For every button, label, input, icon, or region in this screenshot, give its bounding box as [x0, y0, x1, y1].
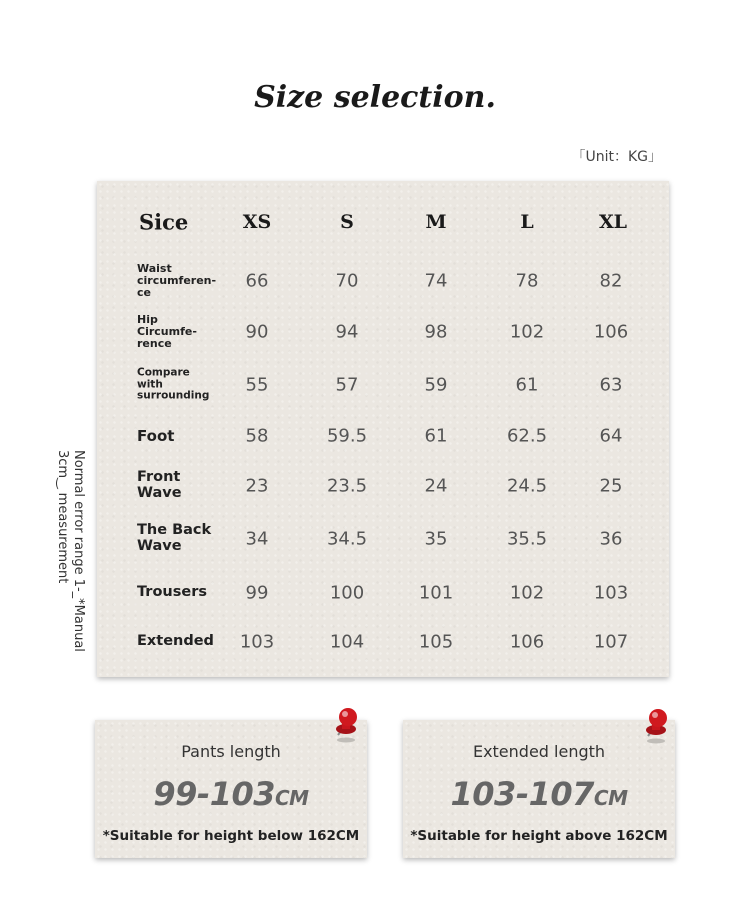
- row-label-surrounding: Compare with surrounding: [137, 366, 210, 402]
- table-cell: 24.5: [506, 475, 548, 497]
- table-cell: 106: [509, 631, 545, 653]
- error-range-note: [54, 450, 86, 652]
- size-header-s: S: [340, 211, 354, 233]
- table-cell: 61: [424, 425, 448, 447]
- table-cell: 94: [335, 321, 359, 343]
- table-cell: 59: [424, 374, 448, 396]
- pants-length-range: [95, 775, 367, 813]
- table-cell: 102: [509, 321, 545, 343]
- table-cell: 103: [593, 582, 629, 604]
- error-range-note-line1: Normal error range 1-_*Manual: [71, 450, 86, 652]
- table-cell: 23: [245, 475, 269, 497]
- table-cell: 63: [599, 374, 623, 396]
- table-cell: 59.5: [326, 425, 368, 447]
- table-cell: 99: [245, 582, 269, 604]
- table-cell: 62.5: [506, 425, 548, 447]
- table-cell: 105: [418, 631, 454, 653]
- extended-length-range: [403, 775, 675, 813]
- extended-length-height-note: *Suitable for height above 162CM: [410, 828, 668, 844]
- extended-length-title: Extended length: [472, 742, 606, 761]
- table-cell: 35.5: [506, 528, 548, 550]
- page-title: Size selection.: [254, 80, 496, 115]
- table-cell: 100: [329, 582, 365, 604]
- table-cell: 58: [245, 425, 269, 447]
- table-cell: 107: [593, 631, 629, 653]
- table-cell: 104: [329, 631, 365, 653]
- table-cell: 103: [239, 631, 275, 653]
- row-label-extended: Extended: [137, 633, 214, 650]
- pants-length-range-value: 99-103: [153, 775, 275, 813]
- table-cell: 34: [245, 528, 269, 550]
- size-header-xs: XS: [242, 211, 272, 233]
- size-column-header: Sice: [139, 209, 189, 235]
- extended-length-card: [403, 720, 675, 858]
- table-cell: 35: [424, 528, 448, 550]
- table-cell: 57: [335, 374, 359, 396]
- row-label-back-wave: The Back Wave: [137, 522, 212, 554]
- size-header-m: M: [425, 211, 447, 233]
- pants-length-height-note: *Suitable for height below 162CM: [102, 828, 360, 844]
- size-header-l: L: [520, 211, 534, 233]
- table-cell: 55: [245, 374, 269, 396]
- table-cell: 24: [424, 475, 448, 497]
- table-cell: 23.5: [326, 475, 368, 497]
- row-label-waist: Waist circumferen- ce: [137, 261, 217, 300]
- extended-length-range-unit: CM: [593, 786, 628, 810]
- table-cell: 98: [424, 321, 448, 343]
- table-cell: 102: [509, 582, 545, 604]
- table-cell: 74: [424, 270, 448, 292]
- extended-length-range-value: 103-107: [450, 775, 594, 813]
- table-cell: 90: [245, 321, 269, 343]
- size-table: [97, 181, 669, 677]
- table-cell: 61: [515, 374, 539, 396]
- row-label-trousers: Trousers: [137, 584, 207, 601]
- pushpin-icon: [636, 706, 676, 746]
- table-cell: 70: [335, 270, 359, 292]
- pants-length-range-unit: CM: [275, 786, 309, 810]
- error-range-note-line2: 3cm‿ measurement: [55, 450, 70, 584]
- table-cell: 66: [245, 270, 269, 292]
- table-cell: 36: [599, 528, 623, 550]
- table-cell: 34.5: [326, 528, 368, 550]
- pushpin-icon: [326, 705, 366, 745]
- row-label-front-wave: Front Wave: [137, 469, 182, 501]
- table-cell: 64: [599, 425, 623, 447]
- table-cell: 78: [515, 270, 539, 292]
- table-cell: 106: [593, 321, 629, 343]
- table-cell: 101: [418, 582, 454, 604]
- table-cell: 82: [599, 270, 623, 292]
- pants-length-title: Pants length: [181, 742, 281, 761]
- row-label-hip: Hip Circumfe- rence: [137, 312, 197, 351]
- row-label-foot: Foot: [137, 426, 175, 445]
- size-header-xl: XL: [598, 211, 628, 233]
- unit-label: 「Unit：KG」: [571, 149, 662, 165]
- table-cell: 25: [599, 475, 623, 497]
